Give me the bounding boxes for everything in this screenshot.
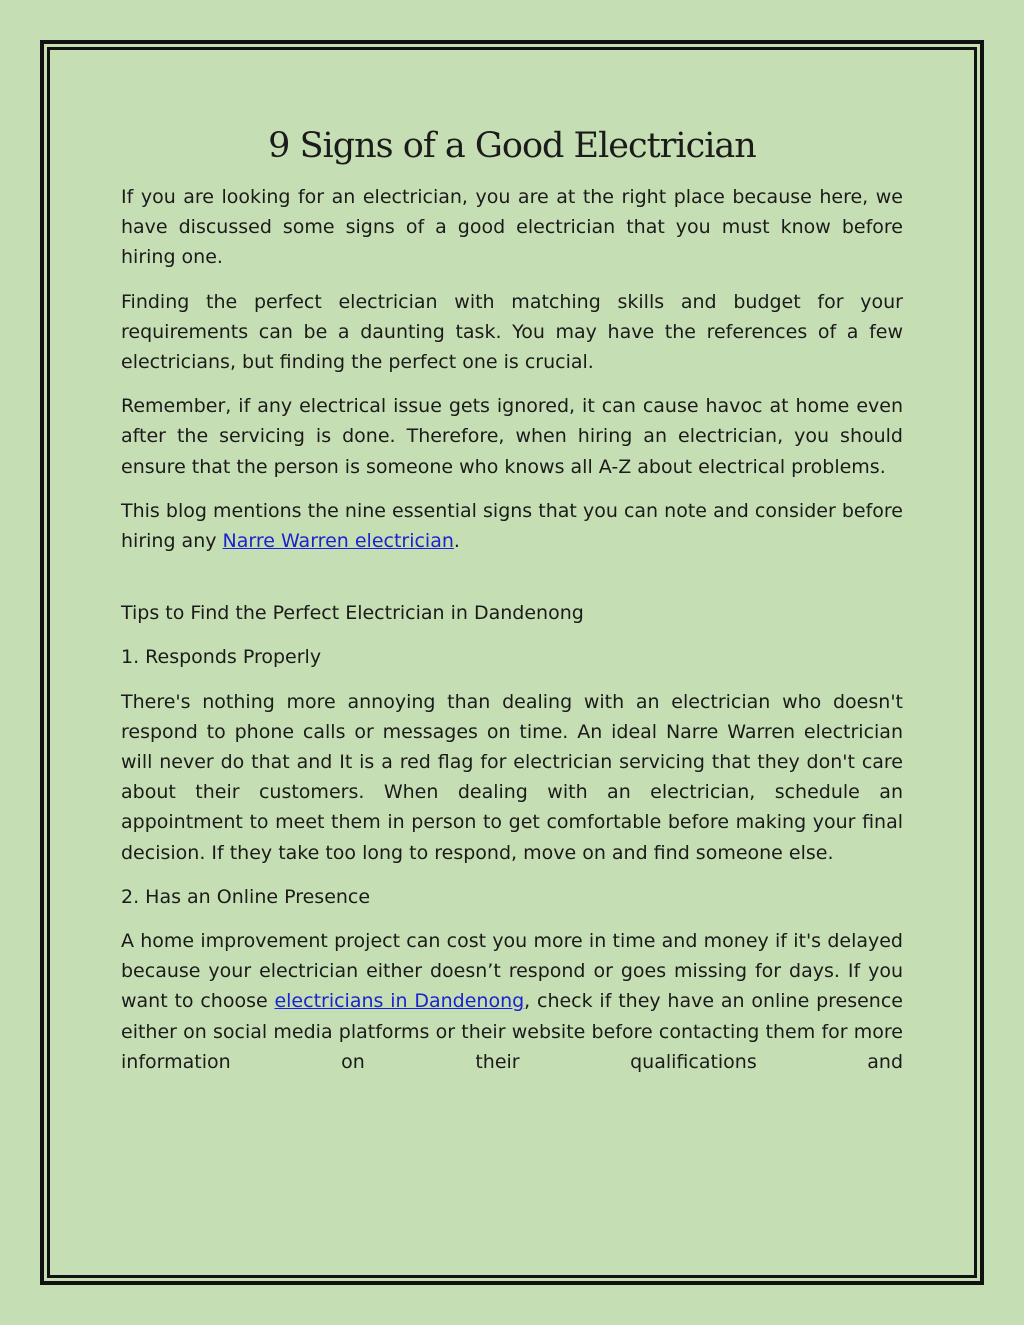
intro-paragraph-4 [121, 496, 903, 556]
section-2-body [121, 926, 903, 1077]
section-2-body-text: A home improvement project can cost you more in time and money if it's delayed because your electrician either doesn’t respond or goes missing for days. If you want to choose [121, 930, 903, 1013]
intro-paragraph-2: Finding the perfect electrician with matching skills and budget for your requirements can be a daunting task. You may have the references of a few electricians, but finding the perfect one is crucial. [121, 290, 903, 374]
document-body [121, 120, 903, 1091]
section-1-heading: 1. Responds Properly [121, 646, 322, 669]
electricians-in-dandenong-link[interactable]: electricians in Dandenong [274, 990, 525, 1013]
section-spacer [121, 570, 903, 598]
intro-paragraph-4-text: This blog mentions the nine essential signs that you can note and consider before hiring any [121, 499, 903, 553]
intro-paragraph-4-end: . [453, 530, 460, 553]
page-title: 9 Signs of a Good Electrician [268, 126, 756, 166]
intro-paragraph-3: Remember, if any electrical issue gets ignored, it can cause havoc at home even after the servicing is done. Therefore, when hiring an electrician, you should ensure that the person is someone who knows all A-Z about electrical problems. [121, 395, 903, 478]
intro-paragraph-1: If you are looking for an electrician, you are at the right place because here, we have discussed some signs of a good electrician that you must know before hiring one. [121, 186, 903, 269]
section-1-body: There's nothing more annoying than dealing with an electrician who doesn't respond to phone calls or messages on time. An ideal Narre Warren electrician will never do that and It is a red flag for electrician servicing that they don't care about their customers. When dealing with an electrician, schedule an appointment to meet them in person to get comfortable before making your final decision. If they take too long to respond, move on and find someone else. [121, 690, 903, 864]
section-2-heading: 2. Has an Online Presence [121, 885, 371, 908]
tips-heading: Tips to Find the Perfect Electrician in Dandenong [121, 602, 584, 625]
narre-warren-electrician-link[interactable]: Narre Warren electrician [222, 530, 454, 553]
section-2-body-end: , check if they have an online presence either on social media platforms or their website before contacting them for more information on their qualifications and [121, 990, 903, 1073]
